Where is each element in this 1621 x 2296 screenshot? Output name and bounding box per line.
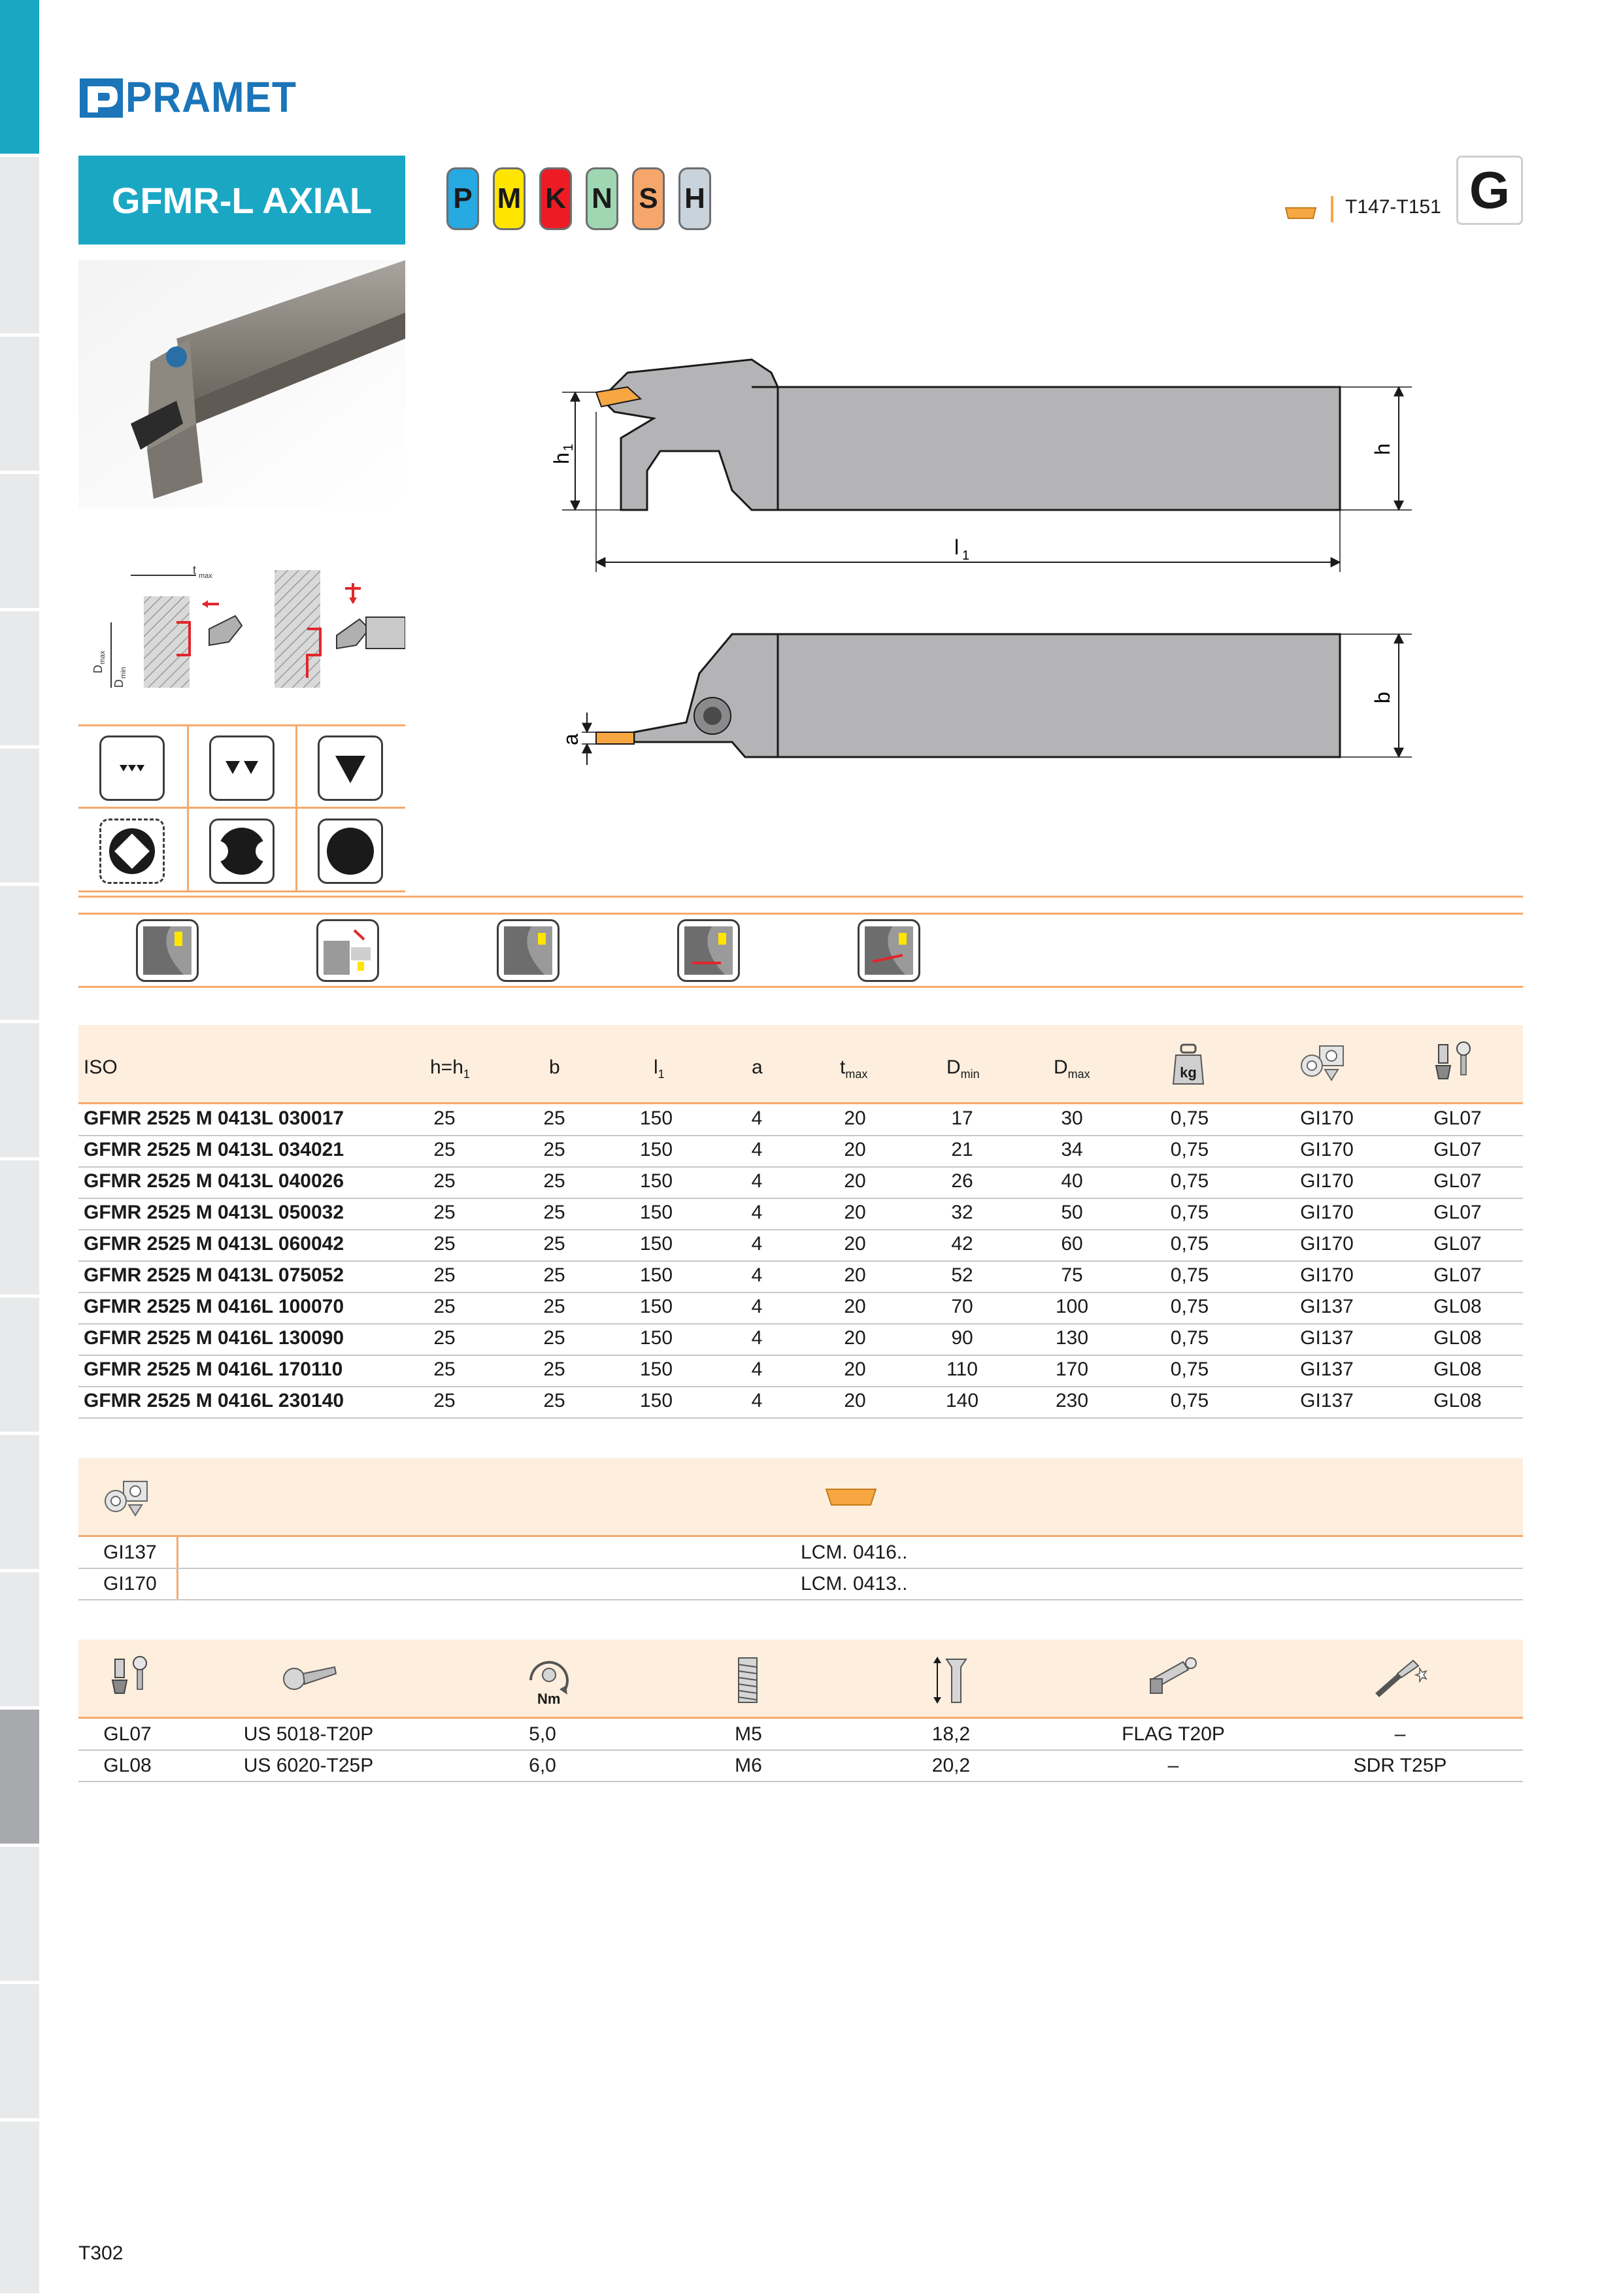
col-header-tmax: $t_{max}$ [840,1056,868,1081]
table-cell: 150 [639,1390,673,1411]
side-tab-active[interactable] [0,0,39,156]
table-cell: GL08 [1433,1296,1482,1317]
dim-label-h: h [1371,443,1394,455]
axial-turning-out-icon [677,919,740,982]
table-cell: 0,75 [1170,1107,1209,1129]
svg-text:kg: kg [1180,1064,1197,1081]
parts-set-code: GL08 [103,1755,152,1776]
side-tab[interactable] [0,2121,39,2296]
material-n: N [586,167,618,230]
ref-separator [1331,196,1333,222]
spare-parts-icon [1435,1039,1474,1085]
table-cell: 150 [639,1107,673,1129]
insert-clamp-icon [1297,1043,1350,1083]
weight-kg-icon [1172,1041,1205,1087]
table-cell: 25 [543,1170,565,1192]
col-header-b: b [549,1056,560,1078]
slightly-interrupted-cut-icon [209,819,275,884]
axial-grooving-small-icon [497,919,560,982]
table-cell: 34 [1061,1139,1083,1160]
table-cell: 4 [751,1327,763,1349]
parts-cell[interactable]: M6 [735,1755,762,1776]
dim-label-dmax: D [92,665,105,673]
dim-label-dmin-sub: min [120,667,127,679]
table-cell: 4 [751,1170,763,1192]
table-cell: 40 [1061,1170,1083,1192]
pramet-logo-icon [78,77,124,119]
side-tab[interactable] [0,337,39,473]
dim-label-b: b [1371,692,1394,703]
parts-cell[interactable]: FLAG T20P [1122,1723,1225,1745]
parts-cell[interactable]: 6,0 [529,1755,556,1776]
insert-table-header [78,1458,1523,1535]
table-cell: 4 [751,1107,763,1129]
table-cell: 20 [844,1390,866,1411]
parts-set-code: GL07 [103,1723,152,1745]
table-cell: 150 [639,1202,673,1223]
iso-code[interactable]: GFMR 2525 M 0413L 075052 [84,1264,344,1286]
iso-code[interactable]: GFMR 2525 M 0416L 230140 [84,1390,344,1411]
table-cell: 30 [1061,1107,1083,1129]
screwdriver-icon [1371,1654,1430,1700]
brand-name: PRAMET [125,73,297,121]
table-cell: 170 [1055,1359,1089,1380]
table-cell: 70 [951,1296,973,1317]
table-cell: 20 [844,1264,866,1286]
face-grooving-icon [316,919,379,982]
table-cell: 100 [1055,1296,1089,1317]
table-cell: GL07 [1433,1139,1482,1160]
table-cell: 0,75 [1170,1233,1209,1255]
table-cell: 20 [844,1327,866,1349]
table-cell: 150 [639,1139,673,1160]
insert-designation[interactable]: LCM. 0416.. [801,1542,908,1563]
dim-label-h1: h [550,452,573,464]
material-k: K [539,167,572,230]
side-tab[interactable] [0,1160,39,1297]
iso-code[interactable]: GFMR 2525 M 0413L 040026 [84,1170,344,1192]
technical-drawing [536,346,1438,804]
parts-cell[interactable]: M5 [735,1723,762,1745]
table-cell: 25 [543,1107,565,1129]
table-cell: 150 [639,1264,673,1286]
page-reference[interactable]: T147-T151 [1345,196,1441,218]
iso-code[interactable]: GFMR 2525 M 0416L 170110 [84,1359,343,1380]
table-cell: GL08 [1433,1327,1482,1349]
side-tab[interactable] [0,1847,39,1984]
table-cell: 52 [951,1264,973,1286]
table-cell: GL08 [1433,1390,1482,1411]
parts-cell[interactable]: US 5018-T20P [243,1723,374,1745]
table-cell: 4 [751,1233,763,1255]
dim-label-dmin: D [112,679,125,688]
table-cell: 0,75 [1170,1359,1209,1380]
table-cell: 150 [639,1233,673,1255]
material-h: H [678,167,711,230]
col-header-iso: ISO [84,1056,118,1078]
insert-designation[interactable]: LCM. 0413.. [801,1573,908,1595]
table-cell: 25 [543,1233,565,1255]
table-cell: 4 [751,1139,763,1160]
insert-icon [825,1485,877,1509]
table-cell: 0,75 [1170,1327,1209,1349]
table-cell: GL07 [1433,1202,1482,1223]
material-m: M [493,167,526,230]
iso-code[interactable]: GFMR 2525 M 0416L 130090 [84,1327,344,1349]
table-cell: 25 [543,1139,565,1160]
table-cell: 4 [751,1359,763,1380]
table-cell: 20 [844,1202,866,1223]
dim-label-h1-sub: 1 [561,443,576,451]
table-cell: GI170 [1300,1202,1354,1223]
table-cell: GI170 [1300,1170,1354,1192]
parts-cell[interactable]: 5,0 [529,1723,556,1745]
col-header-a: a [752,1056,763,1078]
table-cell: 230 [1055,1390,1089,1411]
side-tab[interactable] [0,1023,39,1160]
dim-label-l1: l [954,535,960,559]
table-cell: GI170 [1300,1107,1354,1129]
table-cell: GL07 [1433,1233,1482,1255]
dim-label-tmax-sub: max [199,572,212,580]
table-cell: GI137 [1300,1296,1354,1317]
table-cell: 150 [639,1327,673,1349]
iso-code[interactable]: GFMR 2525 M 0416L 100070 [84,1296,344,1317]
col-header-dmax: $D_{max}$ [1054,1056,1090,1081]
side-tab-current[interactable] [0,1710,39,1846]
table-cell: 0,75 [1170,1139,1209,1160]
dim-label-l1-sub: 1 [962,549,970,563]
table-cell: 25 [543,1359,565,1380]
group-badge: G [1456,156,1523,225]
table-cell: 25 [543,1327,565,1349]
parts-cell[interactable]: US 6020-T25P [243,1755,374,1776]
col-header-h: $h=h_1$ [430,1056,470,1081]
table-cell: 20 [844,1139,866,1160]
table-cell: GI137 [1300,1327,1354,1349]
table-cell: 20 [844,1359,866,1380]
side-tab[interactable] [0,1572,39,1709]
side-tab[interactable] [0,157,39,336]
table-cell: GL07 [1433,1170,1482,1192]
side-tab[interactable] [0,474,39,611]
table-cell: 32 [951,1202,973,1223]
screw-icon [281,1658,340,1697]
iso-code[interactable]: GFMR 2525 M 0413L 030017 [84,1107,344,1129]
table-cell: 0,75 [1170,1390,1209,1411]
table-cell: 25 [433,1327,456,1349]
product-title: GFMR-L AXIAL [78,156,405,245]
table-cell: 0,75 [1170,1170,1209,1192]
table-cell: 4 [751,1390,763,1411]
medium-machining-icon [209,735,275,801]
table-cell: GL08 [1433,1359,1482,1380]
table-cell: 90 [951,1327,973,1349]
side-tab[interactable] [0,1435,39,1572]
dim-label-a: a [559,734,582,745]
light-finishing-icon [99,735,165,801]
torque-label: Nm [537,1691,561,1706]
parts-cell[interactable]: – [1167,1755,1179,1776]
side-tab[interactable] [0,1298,39,1434]
application-diagram [78,557,405,694]
interrupted-cut-icon [99,819,165,884]
table-cell: 0,75 [1170,1296,1209,1317]
flag-key-icon [1144,1654,1203,1700]
insert-holder-code: GI137 [103,1542,157,1563]
torque-icon [518,1654,577,1706]
table-cell: GI137 [1300,1359,1354,1380]
parts-cell[interactable]: SDR T25P [1353,1755,1447,1776]
table-cell: 25 [433,1170,456,1192]
iso-code[interactable]: GFMR 2525 M 0413L 060042 [84,1233,344,1255]
table-cell: 25 [543,1296,565,1317]
insert-clamp-icon [101,1472,154,1525]
table-cell: 20 [844,1296,866,1317]
table-cell: GL07 [1433,1107,1482,1129]
dim-label-dmax-sub: max [99,650,107,664]
table-cell: 20 [844,1170,866,1192]
table-cell: 25 [433,1390,456,1411]
table-cell: GI137 [1300,1390,1354,1411]
parts-cell[interactable]: – [1394,1723,1406,1745]
material-p: P [446,167,479,230]
iso-code[interactable]: GFMR 2525 M 0413L 034021 [84,1139,344,1160]
table-cell: 25 [433,1107,456,1129]
table-cell: 25 [433,1359,456,1380]
col-header-l1: $l_1$ [654,1056,665,1081]
side-tab[interactable] [0,611,39,748]
table-cell: 150 [639,1296,673,1317]
side-tab[interactable] [0,749,39,885]
iso-code[interactable]: GFMR 2525 M 0413L 050032 [84,1202,344,1223]
table-cell: 130 [1055,1327,1089,1349]
parts-cell[interactable]: 20,2 [931,1755,971,1776]
thread-icon [735,1654,761,1706]
page-number: T302 [78,2242,124,2264]
product-photo [78,260,405,507]
table-cell: 26 [951,1170,973,1192]
table-cell: 50 [1061,1202,1083,1223]
table-cell: 0,75 [1170,1202,1209,1223]
table-cell: 150 [639,1170,673,1192]
side-tab[interactable] [0,1984,39,2121]
table-cell: 20 [844,1233,866,1255]
table-cell: 60 [1061,1233,1083,1255]
table-cell: 110 [946,1359,978,1380]
table-cell: 25 [433,1233,456,1255]
side-tab[interactable] [0,886,39,1022]
table-cell: 25 [433,1202,456,1223]
table-cell: 4 [751,1296,763,1317]
col-header-dmin: $D_{min}$ [946,1056,980,1081]
table-cell: 150 [639,1359,673,1380]
dim-label-tmax: t [193,564,197,577]
parts-cell[interactable]: 18,2 [931,1723,971,1745]
insert-holder-code: GI170 [103,1573,157,1595]
insert-icon [1284,204,1317,221]
table-cell: 25 [433,1264,456,1286]
table-cell: 4 [751,1202,763,1223]
table-cell: 25 [543,1202,565,1223]
table-cell: GI170 [1300,1233,1354,1255]
table-cell: 25 [543,1390,565,1411]
table-cell: 140 [945,1390,979,1411]
table-cell: 21 [951,1139,973,1160]
table-cell: 17 [951,1107,973,1129]
table-cell: 25 [543,1264,565,1286]
table-cell: GL07 [1433,1264,1482,1286]
material-s: S [632,167,665,230]
table-cell: 75 [1061,1264,1083,1286]
table-cell: GI170 [1300,1139,1354,1160]
roughing-icon [318,735,383,801]
table-cell: 20 [844,1107,866,1129]
axial-turning-in-icon [858,919,920,982]
table-cell: 0,75 [1170,1264,1209,1286]
table-cell: 25 [433,1296,456,1317]
screw-length-icon [932,1654,971,1706]
table-cell: 42 [951,1233,973,1255]
spare-parts-icon [111,1654,150,1700]
table-cell: 25 [433,1139,456,1160]
axial-grooving-icon [136,919,199,982]
table-cell: 4 [751,1264,763,1286]
table-cell: GI170 [1300,1264,1354,1286]
continuous-cut-icon [318,819,383,884]
